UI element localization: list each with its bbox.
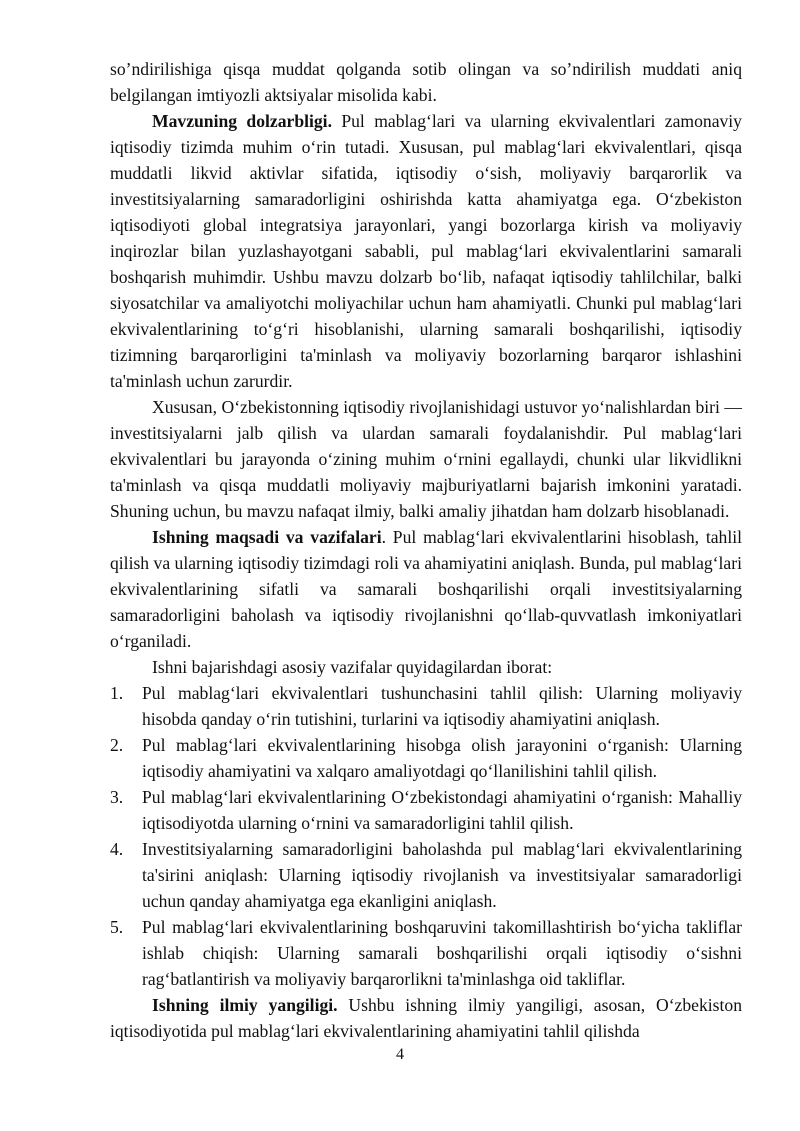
relevance-text: Pul mablag‘lari va ularning ekvivalentlari zamonaviy iqtisodiy tizimda muhim o‘rin tutadi. Xususan, pul mablag‘lari ekvivalentlari, qisqa muddatli likvid aktivlar sifatida, iqtisodiy o‘sish, moliyaviy barqarorlik va investitsiyalarning samaradorligini oshirishda katta ahamiyatga ega. O‘zbekiston iqtisodiyoti global integratsiya jarayonlari, yangi bozorlarga kirish va moliyaviy inqirozlar bilan yuzlashayotgani sababli, pul mablag‘lari ekvivalentlarini samarali boshqarish muhimdir. Ushbu mavzu dolzarb bo‘lib, nafaqat iqtisodiy tahlilchilar, balki siyosatchilar va amaliyotchi moliyachilar uchun ham ahamiyatli. Chunki pul mablag‘lari ekvivalentlarining to‘g‘ri hisoblanishi, ularning samarali boshqarilishi, iqtisodiy tizimning barqarorligini ta'minlash va moliyaviy bozorlarning barqaror ishlashini ta'minlash uchun zarurdir. <box>110 111 742 391</box>
heading-novelty: Ishning ilmiy yangiligi. <box>152 995 338 1015</box>
page-number: 4 <box>396 1046 404 1063</box>
list-item-number: 5. <box>110 917 124 937</box>
tasks-list <box>110 680 742 992</box>
list-item-text: Pul mablag‘lari ekvivalentlarining boshqaruvini takomillashtirish bo‘yicha takliflar ishlab chiqish: Ularning samarali boshqarilishi orqali iqtisodiy o‘sishni rag‘batlantirish va moliyaviy barqarorlikni ta'minlashga oid takliflar. <box>142 917 742 989</box>
heading-relevance: Mavzuning dolzarbligi. <box>152 111 332 131</box>
goals-text: . Pul mablag‘lari ekvivalentlarini hisoblash, tahlil qilish va ularning iqtisodiy tizimdagi roli va ahamiyatini aniqlash. Bunda, pul mablag‘lari ekvivalentlarining sifatli va samarali boshqarilishi orqali investitsiyalarning samaradorligini baholash va iqtisodiy rivojlanishni qo‘llab-quvvatlash imkoniyatlari o‘rganiladi. <box>110 527 742 651</box>
list-item <box>110 732 742 784</box>
novelty-text: Ushbu ishning ilmiy yangiligi, asosan, O‘zbekiston iqtisodiyotida pul mablag‘lari ekvivalentlarining ahamiyatini tahlil qilishda <box>110 995 742 1041</box>
list-item-number: 4. <box>110 839 124 859</box>
list-item <box>110 914 742 992</box>
list-item <box>110 784 742 836</box>
heading-goals: Ishning maqsadi va vazifalari <box>152 527 382 547</box>
list-item <box>110 680 742 732</box>
paragraph-novelty <box>110 992 742 1044</box>
paragraph-uzbekistan-investment: Xususan, O‘zbekistonning iqtisodiy rivojlanishidagi ustuvor yo‘nalishlardan biri — investitsiyalarni jalb qilish va ulardan samarali foydalanishdir. Pul mablag‘lari ekvivalentlari bu jarayonda o‘zining muhim o‘rnini egallaydi, chunki ular likvidlikni ta'minlash va qisqa muddatli moliyaviy majburiyatlarni bajarish imkonini yaratadi. Shuning uchun, bu mavzu nafaqat ilmiy, balki amaliy jihatdan ham dolzarb hisoblanadi. <box>110 397 742 521</box>
paragraph-goals <box>110 524 742 654</box>
document-page <box>110 56 742 1044</box>
paragraph-tasks-intro: Ishni bajarishdagi asosiy vazifalar quyidagilardan iborat: <box>152 657 553 677</box>
paragraph-continuation: so’ndirilishiga qisqa muddat qolganda sotib olingan va so’ndirilish muddati aniq belgilangan imtiyozli aktsiyalar misolida kabi. <box>110 59 742 105</box>
list-item <box>110 836 742 914</box>
list-item-text: Pul mablag‘lari ekvivalentlarining O‘zbekistondagi ahamiyatini o‘rganish: Mahalliy iqtisodiyotda ularning o‘rnini va samaradorligini tahlil qilish. <box>142 787 742 833</box>
list-item-text: Investitsiyalarning samaradorligini baholashda pul mablag‘lari ekvivalentlarining ta'sirini aniqlash: Ularning iqtisodiy rivojlanish va investitsiyalar samaradorligi uchun qanday ahamiyatga ega ekanligini aniqlash. <box>142 839 742 911</box>
list-item-number: 1. <box>110 683 124 703</box>
paragraph-relevance <box>110 108 742 394</box>
list-item-text: Pul mablag‘lari ekvivalentlari tushunchasini tahlil qilish: Ularning moliyaviy hisobda qanday o‘rin tutishini, turlarini va iqtisodiy ahamiyatini aniqlash. <box>142 683 742 729</box>
list-item-text: Pul mablag‘lari ekvivalentlarining hisobga olish jarayonini o‘rganish: Ularning iqtisodiy ahamiyatini va xalqaro amaliyotdagi qo‘llanilishini tahlil qilish. <box>142 735 742 781</box>
list-item-number: 3. <box>110 787 124 807</box>
list-item-number: 2. <box>110 735 124 755</box>
